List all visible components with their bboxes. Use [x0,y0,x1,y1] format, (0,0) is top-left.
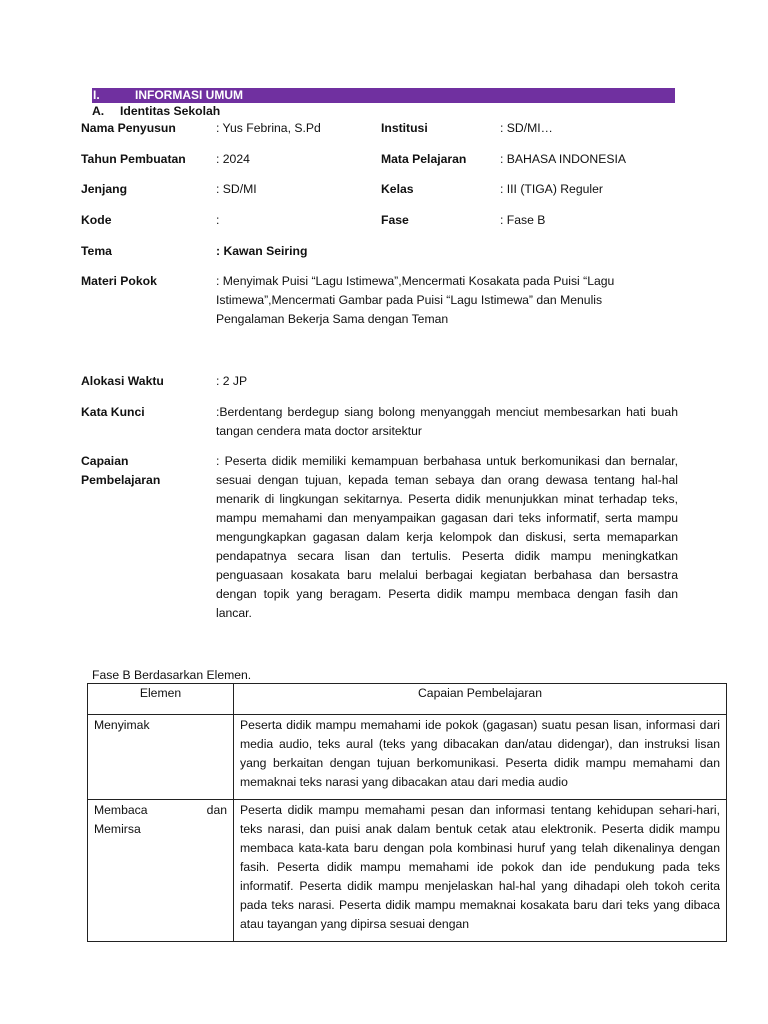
label-alokasi-waktu: Alokasi Waktu [81,374,164,388]
capaian-membaca-text: Peserta didik mampu memahami pesan dan informasi tentang kehidupan sehari-hari, teks narasi, dan puisi anak dalam bentuk cetak atau elektronik. Peserta didik mampu membaca kata-kata baru dengan pola kombinasi huruf yang telah dikenalinya dengan fasih. Peserta didik mampu memahami ide pokok dan ide pendukung pada teks informatif. Peserta didik mampu menjelaskan hal-hal yang dihadapi oleh tokoh cerita pada teks narasi. Peserta didik mampu memaknai kosakata baru dari teks yang dibaca atau tayangan yang dipirsa sesuai dengan [240,803,720,931]
value-alokasi-waktu: : 2 JP [216,374,248,388]
subsection-title: Identitas Sekolah [120,104,221,118]
elemen-membaca-line-2: Memirsa [94,822,141,836]
label-jenjang: Jenjang [81,182,128,196]
cell-elemen-membaca [88,800,234,942]
label-mata-pelajaran: Mata Pelajaran [381,152,467,166]
fase-elemen-table [87,683,727,942]
value-fase: : Fase B [500,213,546,227]
value-mata-pelajaran: : BAHASA INDONESIA [500,152,626,166]
header-capaian: Capaian Pembelajaran [234,684,727,715]
value-materi-pokok [216,272,678,329]
cell-capaian-menyimak: Peserta didik mampu memahami ide pokok (gagasan) suatu pesan lisan, informasi dari media audio, teks aural (teks yang dibacakan dan/atau didengar), dan instruksi lisan yang berkaitan dengan tujuan berkomunikasi. Peserta didik mampu memahami dan memaknai teks narasi yang dibacakan atau dari media audio [234,715,727,800]
cell-elemen-menyimak: Menyimak [88,715,234,800]
section-title: INFORMASI UMUM [135,88,243,102]
materi-line-1: : Menyimak Puisi “Lagu Istimewa”,Mencermati Kosakata pada Puisi “Lagu [216,274,615,288]
section-header [92,88,675,103]
materi-line-2: Istimewa”,Mencermati Gambar pada Puisi “Lagu Istimewa” dan Menulis [216,293,603,307]
label-institusi: Institusi [381,121,428,135]
label-tema: Tema [81,244,112,258]
table-header-row [88,684,727,715]
elemen-membaca-name [94,801,227,820]
label-materi-pokok: Materi Pokok [81,274,157,288]
label-kelas: Kelas [381,182,414,196]
cell-capaian-membaca [234,800,727,942]
section-number: I. [93,88,100,102]
value-tema: : Kawan Seiring [216,244,308,258]
header-elemen: Elemen [88,684,234,715]
value-kata-kunci: :Berdentang berdegup siang bolong menyanggah menciut membesarkan hati buah tangan cendera mata doctor arsitektur [216,405,678,438]
label-kode: Kode [81,213,112,227]
elemen-membaca-line-1: Membaca dan [94,803,227,817]
label-nama-penyusun: Nama Penyusun [81,121,176,135]
value-tahun-pembuatan: : 2024 [216,152,250,166]
fase-table-title: Fase B Berdasarkan Elemen. [92,668,252,682]
materi-line-3: Pengalaman Bekerja Sama dengan Teman [216,312,449,326]
label-fase: Fase [381,213,409,227]
value-capaian-pembelajaran: : Peserta didik memiliki kemampuan berbahasa untuk berkomunikasi dan bernalar, sesuai dengan tujuan, kepada teman sebaya dan orang dewasa tentang hal-hal menarik di lingkungan sekitarnya. Peserta didik menunjukkan minat terhadap teks, mampu memahami dan menyampaikan gagasan dari teks informatif, serta mampu mengungkapkan gagasan dalam kerja kelompok dan diskusi, serta memaparkan pendapatnya secara lisan dan tertulis. Peserta didik mampu meningkatkan penguasaan kosakata baru melalui berbagai kegiatan berbahasa dan bersastra dengan topik yang beragam. Peserta didik mampu membaca dengan fasih dan lancar. [216,454,678,620]
label-kata-kunci: Kata Kunci [81,405,145,419]
subsection-number: A. [92,104,105,118]
label-capaian-pembelajaran: Capaian Pembelajaran [81,454,161,487]
table-row [88,800,727,942]
table-row [88,715,727,800]
value-kelas: : III (TIGA) Reguler [500,182,603,196]
value-institusi: : SD/MI… [500,121,553,135]
value-jenjang: : SD/MI [216,182,257,196]
value-kode: : [216,213,220,227]
label-tahun-pembuatan: Tahun Pembuatan [81,152,186,166]
value-nama-penyusun: : Yus Febrina, S.Pd [216,121,321,135]
